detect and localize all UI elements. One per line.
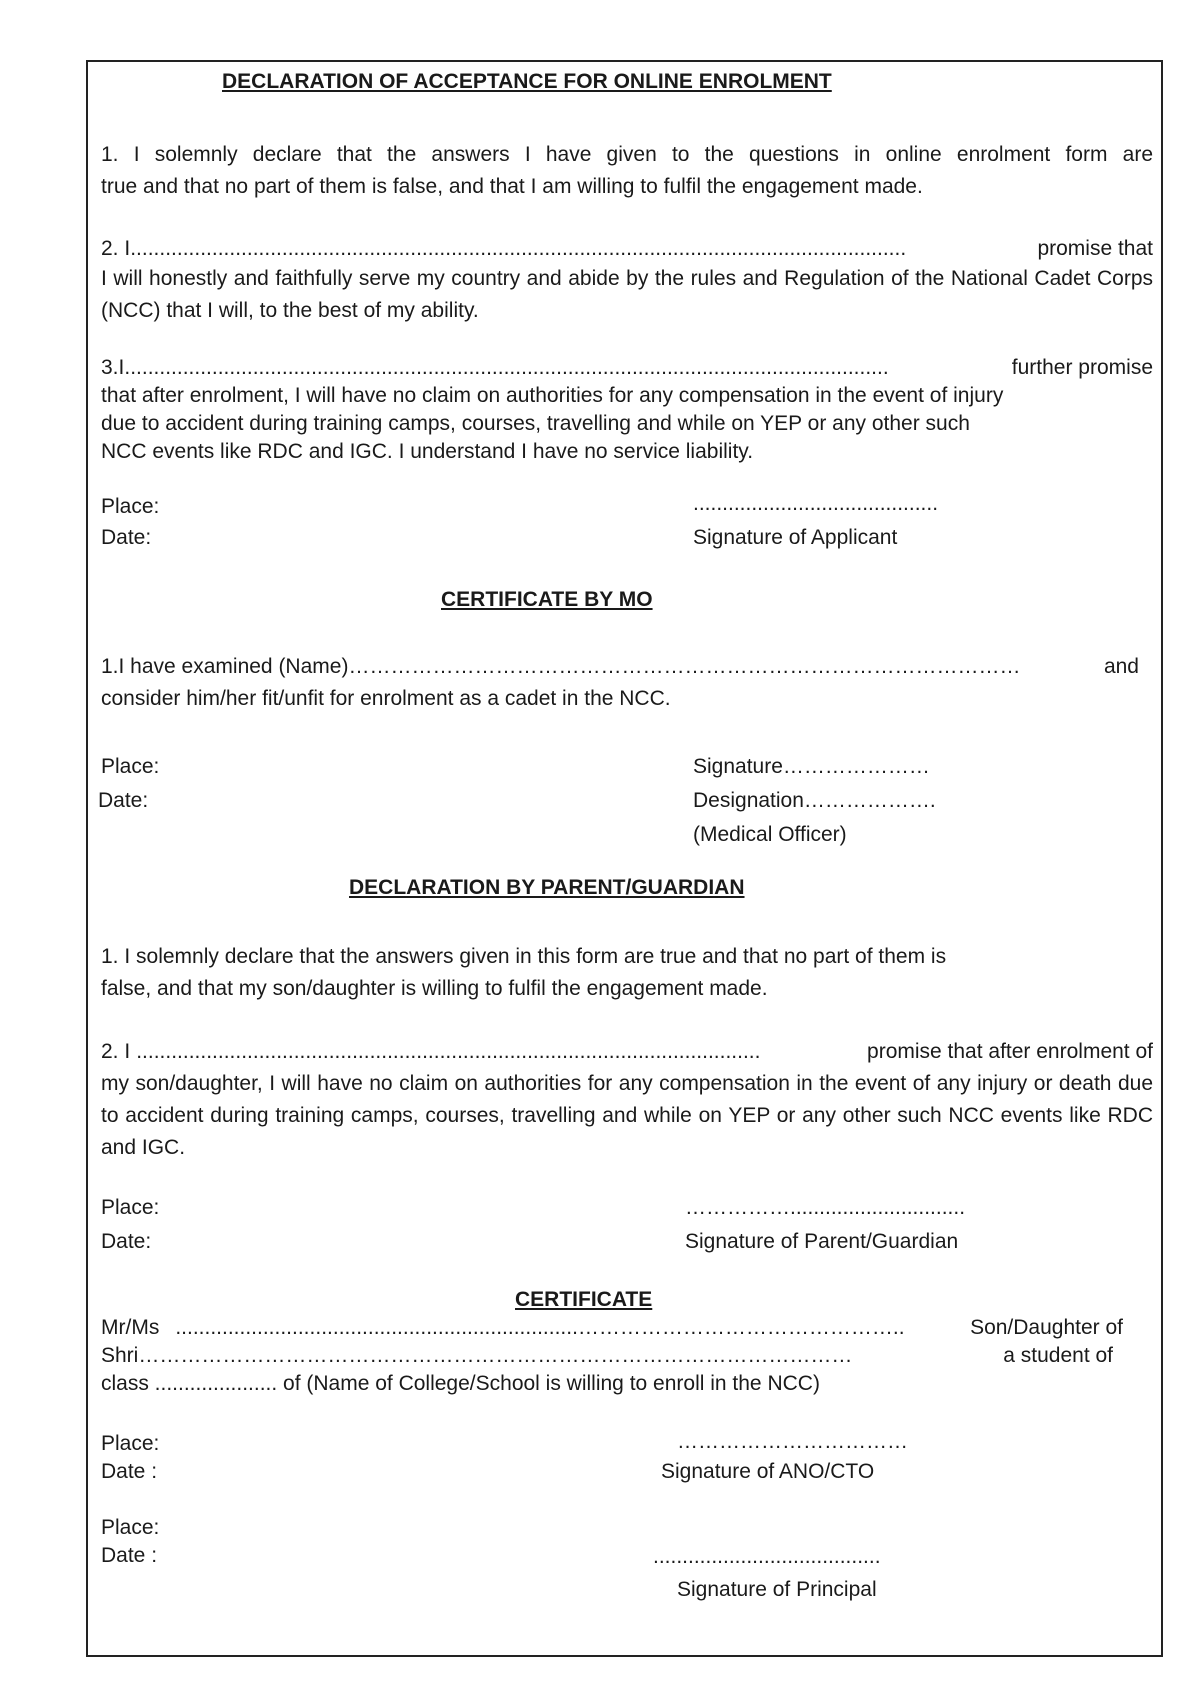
parent-para-1-line-1: 1. I solemnly declare that the answers given in this form are true and that no part of them is [101,945,947,968]
mo-line-1-start: 1.I have examined (Name) [101,655,349,678]
certificate-line-3: class ..................... of (Name of College/School is willing to enroll in the NCC) [101,1372,820,1395]
acceptance-para-3-end: further promise [1011,356,1153,379]
parent-para-2-end: promise that after enrolment of [867,1040,1153,1063]
acceptance-para-2-rest: I will honestly and faithfully serve my country and abide by the rules and Regulation of the National Cadet Corps (NCC) that I will, to the best of my ability. [101,267,1153,322]
name-fill-dots: …………………………………………………………………………………… [348,655,1021,678]
heading-certificate: CERTIFICATE [515,1288,653,1311]
mo-line-1 [101,651,1139,683]
name-fill-dots: ..................................................................................................................................... [130,237,907,260]
mo-designation-line: Designation………………. [693,789,936,812]
principal-signature-line: ....................................... [653,1545,881,1568]
name-fill-dots: ................................................................................................................................... [124,356,889,379]
mo-line-2: consider him/her fit/unfit for enrolment as a cadet in the NCC. [101,687,671,710]
mo-signature-line: Signature………………… [693,755,930,778]
date-label: Date : [101,1460,158,1483]
certificate-line-1-start: Mr/Ms [101,1316,160,1339]
heading-declaration-by-parent: DECLARATION BY PARENT/GUARDIAN [349,876,745,899]
name-fill-dots: .....................................................................……………………………………….. [175,1316,905,1339]
signature-of-parent-label: Signature of Parent/Guardian [685,1230,959,1253]
acceptance-para-1-line-2: true and that no part of them is false, and that I am willing to fulfil the engagement made. [101,175,923,198]
heading-certificate-by-mo: CERTIFICATE BY MO [441,588,653,611]
certificate-line-2-end: a student of [1003,1344,1113,1367]
ano-signature-line: …………………………… [677,1430,908,1453]
signature-line: .......................................... [693,492,939,515]
parent-para-2-start: 2. I [101,1040,131,1063]
date-label: Date: [98,789,149,812]
acceptance-para-3-line-2: that after enrolment, I will have no claim on authorities for any compensation in the event of injury [101,384,1004,407]
certificate-line-2-start: Shri [101,1344,139,1367]
acceptance-para-3-line-4: NCC events like RDC and IGC. I understand I have no service liability. [101,440,754,463]
parent-para-2-rest: my son/daughter, I will have no claim on authorities for any compensation in the event of any injury or death due to accident during training camps, courses, travelling and while on YEP or any other such NCC events like RDC and IGC. [101,1072,1153,1159]
place-label: Place: [101,755,160,778]
acceptance-para-2-line-1 [101,233,1153,265]
place-label: Place: [101,1432,160,1455]
place-label: Place: [101,1196,160,1219]
certificate-line-1 [101,1314,1123,1342]
acceptance-para-3-line-1 [101,354,1153,382]
heading-acceptance: DECLARATION OF ACCEPTANCE FOR ONLINE ENROLMENT [222,70,832,93]
signature-of-principal-label: Signature of Principal [677,1578,877,1601]
date-label: Date : [101,1544,158,1567]
place-label: Place: [101,1516,160,1539]
acceptance-para-2-start: 2. I [101,237,131,260]
name-fill-dots: ………………………………………………………………………………………… [138,1344,853,1367]
parent-para-2-line-1 [101,1036,1153,1068]
acceptance-para-3-start: 3.I [101,356,125,379]
place-label: Place: [101,495,160,518]
medical-officer-label: (Medical Officer) [693,823,847,846]
parent-para-1-line-2: false, and that my son/daughter is willing to fulfil the engagement made. [101,977,768,1000]
name-fill-dots: ........................................................................................................... [136,1040,761,1063]
signature-of-applicant-label: Signature of Applicant [693,526,898,549]
certificate-line-1-end: Son/Daughter of [970,1316,1123,1339]
acceptance-para-2-end: promise that [1037,237,1153,260]
date-label: Date: [101,526,152,549]
signature-line: …………….............................. [685,1196,966,1219]
acceptance-para-1-line-1: 1. I solemnly declare that the answers I have given to the questions in online enrolment form are [101,143,1153,166]
acceptance-para-3-line-3: due to accident during training camps, courses, travelling and while on YEP or any other such [101,412,970,435]
certificate-line-2 [101,1342,1113,1370]
date-label: Date: [101,1230,152,1253]
signature-of-ano-label: Signature of ANO/CTO [661,1460,875,1483]
mo-line-1-end: and [1103,655,1139,678]
